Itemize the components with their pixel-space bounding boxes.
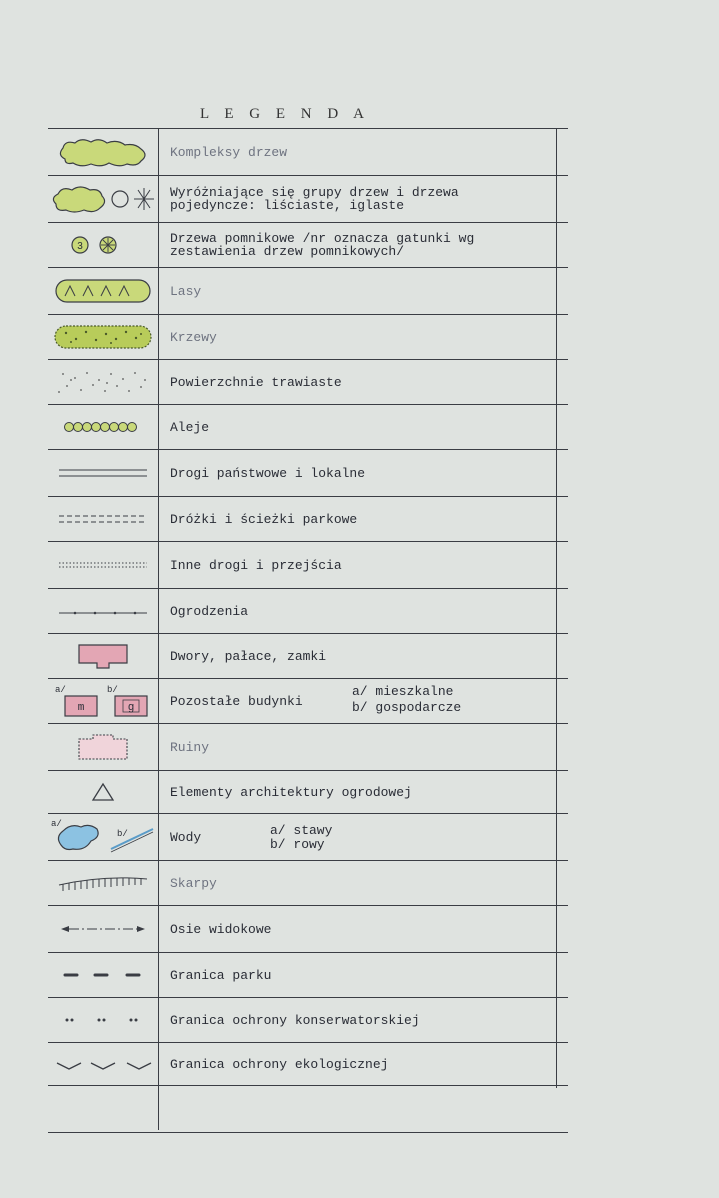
monument-number: 3 bbox=[77, 241, 83, 252]
legend-row bbox=[48, 404, 568, 449]
legend-label bbox=[170, 1086, 568, 1132]
legend-row bbox=[48, 359, 568, 404]
legend-sub-b: b/ rowy bbox=[270, 837, 325, 852]
legend-row bbox=[48, 860, 568, 905]
legend-row bbox=[48, 222, 568, 267]
legend-label-block bbox=[170, 176, 568, 222]
other-path-icon bbox=[48, 542, 158, 588]
legend-row bbox=[48, 496, 568, 541]
legend-label: Granica ochrony konserwatorskiej bbox=[170, 1012, 420, 1028]
legend-row bbox=[48, 128, 568, 175]
legend-label: Ogrodzenia bbox=[170, 603, 249, 619]
legend-label: Aleje bbox=[170, 419, 210, 435]
legend-label-line2: pojedyncze: liściaste, iglaste bbox=[170, 198, 405, 213]
view-axis-icon bbox=[48, 906, 158, 952]
legend-row-empty bbox=[48, 1085, 568, 1133]
legend-row bbox=[48, 905, 568, 952]
legend-row bbox=[48, 1042, 568, 1085]
ecological-border-icon bbox=[48, 1043, 158, 1085]
legend-label: Dwory, pałace, zamki bbox=[170, 648, 327, 664]
legend-label: Drogi państwowe i lokalne bbox=[170, 465, 366, 481]
manor-icon bbox=[48, 634, 158, 678]
symbol-a-marker: a/ bbox=[55, 685, 66, 695]
legend-row bbox=[48, 541, 568, 588]
table-right-border bbox=[556, 128, 557, 1088]
other-buildings-icon bbox=[48, 679, 158, 723]
farm-mark: g bbox=[127, 702, 135, 714]
legend-label: Drzewa pomnikowe /nr oznacza gatunki wg bbox=[170, 231, 475, 246]
legend-label: Ruiny bbox=[170, 739, 210, 755]
legend-label: Krzewy bbox=[170, 329, 217, 345]
legend-label: Wyróżniające się grupy drzew i drzewa bbox=[170, 185, 459, 200]
legend-row bbox=[48, 770, 568, 813]
grass-area-icon bbox=[48, 360, 158, 404]
shrubs-icon bbox=[48, 315, 158, 359]
triangle-icon bbox=[48, 771, 158, 813]
legend-row bbox=[48, 633, 568, 678]
legend-row bbox=[48, 997, 568, 1042]
ruins-icon bbox=[48, 724, 158, 770]
legend-table bbox=[48, 128, 568, 1133]
symbol-a-marker: a/ bbox=[51, 819, 62, 829]
alley-icon bbox=[48, 405, 158, 449]
legend-label: Granica ochrony ekologicznej bbox=[170, 1056, 389, 1072]
legend-row bbox=[48, 314, 568, 359]
legend-sub-b: b/ gospodarcze bbox=[352, 700, 462, 715]
tree-complex-icon bbox=[48, 129, 158, 175]
tree-group-icon bbox=[48, 176, 158, 222]
legend-row bbox=[48, 723, 568, 770]
legend-title: L E G E N D A bbox=[200, 106, 370, 122]
conservation-border-icon bbox=[48, 998, 158, 1042]
legend-label: Pozostałe budynki bbox=[170, 693, 303, 709]
water-icon bbox=[48, 814, 158, 860]
legend-label: Kompleksy drzew bbox=[170, 144, 288, 160]
legend-label: Inne drogi i przejścia bbox=[170, 557, 342, 573]
park-border-icon bbox=[48, 953, 158, 997]
legend-label-block bbox=[170, 223, 568, 267]
legend-label: Osie widokowe bbox=[170, 921, 272, 937]
legend-label: Powierzchnie trawiaste bbox=[170, 374, 342, 390]
legend-sub-a: a/ stawy bbox=[270, 823, 333, 838]
legend-row bbox=[48, 449, 568, 496]
legend-row bbox=[48, 175, 568, 222]
legend-label: Lasy bbox=[170, 283, 202, 299]
fence-icon bbox=[48, 589, 158, 633]
legend-sub-a: a/ mieszkalne bbox=[352, 684, 454, 699]
symbol-b-marker: b/ bbox=[117, 829, 128, 839]
symbol-b-marker: b/ bbox=[107, 685, 118, 695]
legend-row bbox=[48, 267, 568, 314]
dwelling-mark: m bbox=[77, 702, 85, 714]
legend-label: Dróżki i ścieżki parkowe bbox=[170, 511, 358, 527]
legend-label: Granica parku bbox=[170, 967, 272, 983]
legend-label: Elementy architektury ogrodowej bbox=[170, 784, 412, 800]
slope-icon bbox=[48, 861, 158, 905]
legend-row bbox=[48, 588, 568, 633]
legend-label-line2: zestawienia drzew pomnikowych/ bbox=[170, 244, 405, 259]
forest-icon bbox=[48, 268, 158, 314]
legend-row bbox=[48, 813, 568, 860]
legend-row bbox=[48, 952, 568, 997]
legend-label: Wody bbox=[170, 829, 202, 845]
legend-row bbox=[48, 678, 568, 723]
path-icon bbox=[48, 497, 158, 541]
road-icon bbox=[48, 450, 158, 496]
column-divider bbox=[158, 128, 159, 1130]
legend-label: Skarpy bbox=[170, 875, 217, 891]
